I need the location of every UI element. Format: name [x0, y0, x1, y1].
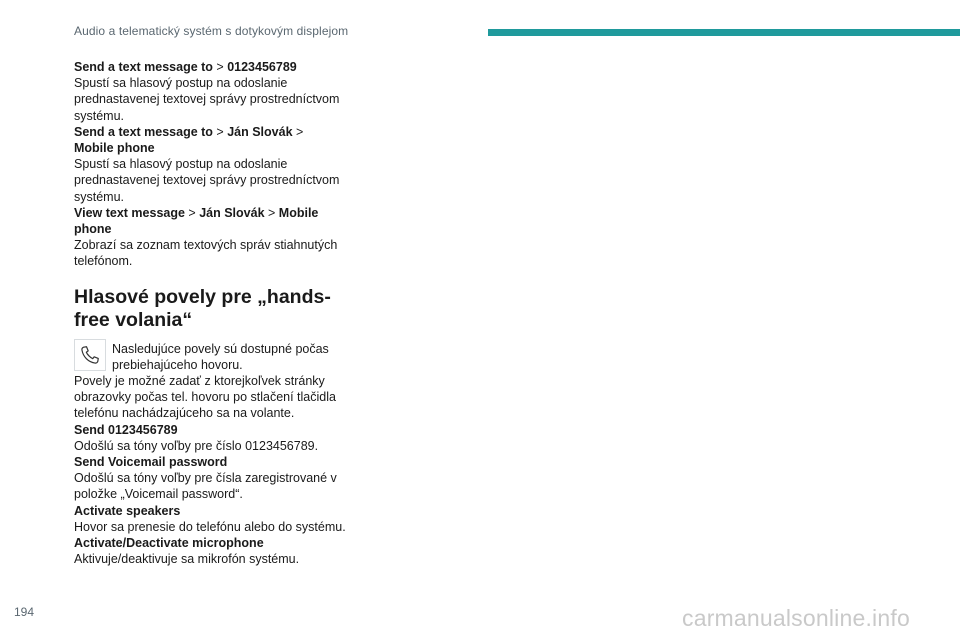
running-header: Audio a telematický systém s dotykovým displejom: [74, 24, 349, 38]
header-accent-bar: [488, 29, 960, 36]
command-description: Odošlú sa tóny voľby pre čísla zaregistrované v položke „Voicemail password“.: [74, 471, 337, 502]
site-watermark: carmanualsonline.info: [682, 605, 910, 631]
command-description: Odošlú sa tóny voľby pre číslo 0123456789.: [74, 438, 319, 453]
note-block: [74, 339, 350, 373]
page-content: [74, 59, 350, 567]
phone-handset-icon: [74, 339, 106, 371]
command-label: Send Voicemail password: [74, 455, 228, 470]
page-number: 194: [14, 605, 35, 619]
command-label: Send 0123456789: [74, 422, 178, 437]
section-intro: Povely je možné zadať z ktorejkoľvek stránky obrazovky počas tel. hovoru po stlačení tlačidla telefónu nachádzajúceho sa na volante.: [74, 374, 336, 421]
command-description: Zobrazí sa zoznam textových správ stiahnutých telefónom.: [74, 238, 338, 269]
command-label: Activate speakers: [74, 503, 181, 518]
command-description: Spustí sa hlasový postup na odoslanie prednastavenej textovej správy prostredníctvom systému.: [74, 76, 340, 123]
section-heading: Hlasové povely pre „hands-free volania“: [74, 285, 331, 331]
command-label: Activate/Deactivate microphone: [74, 536, 264, 551]
command-description: Spustí sa hlasový postup na odoslanie prednastavenej textovej správy prostredníctvom systému.: [74, 157, 340, 204]
command-description: Aktivuje/deaktivuje sa mikrofón systému.: [74, 552, 300, 567]
command-label: View text message > Ján Slovák > Mobile phone: [74, 205, 319, 237]
command-label: Send a text message to > 0123456789: [74, 60, 297, 74]
note-text: Nasledujúce povely sú dostupné počas prebiehajúceho hovoru.: [112, 341, 329, 372]
command-description: Hovor sa prenesie do telefónu alebo do systému.: [74, 519, 346, 534]
command-label: Send a text message to > Ján Slovák > Mobile phone: [74, 124, 304, 156]
